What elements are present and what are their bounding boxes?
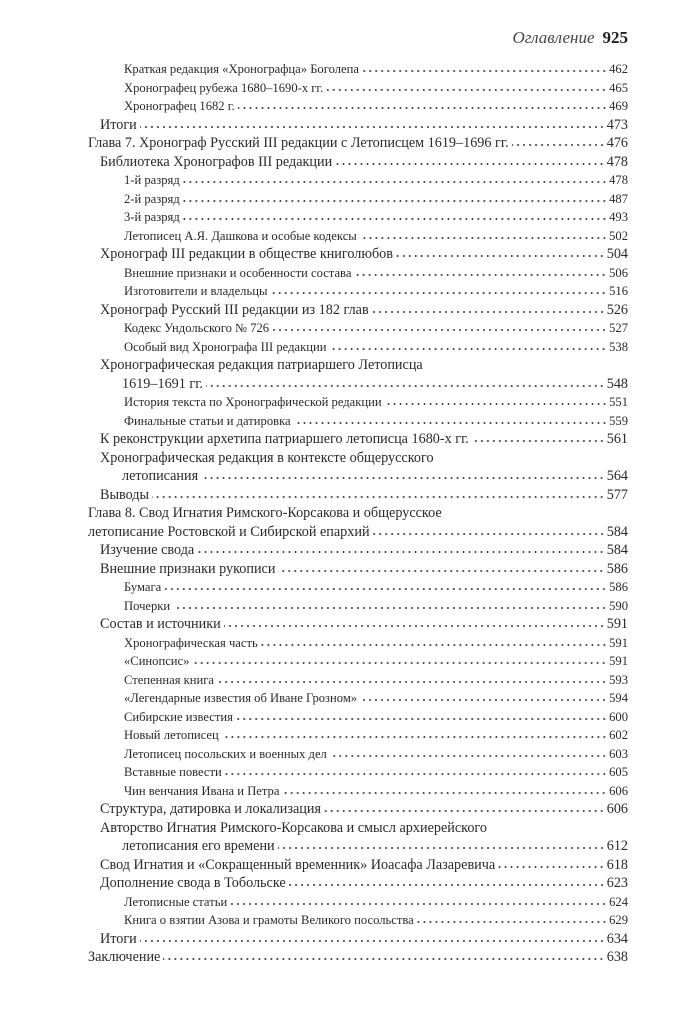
toc-entry[interactable] [88, 782, 628, 801]
toc-entry-page: 504 [606, 246, 628, 262]
dot-leader [498, 865, 605, 869]
toc-entry-page: 551 [609, 395, 628, 409]
toc-entry[interactable] [88, 171, 628, 190]
toc-entry-page: 476 [606, 135, 628, 151]
toc-entry-title: Чин венчания Ивана и Петра [124, 783, 280, 798]
toc-entry-title: Сибирские известия [124, 709, 233, 724]
toc-entry[interactable] [88, 893, 628, 912]
toc-entry-title: Итоги [100, 930, 137, 947]
toc-entry[interactable] [88, 597, 628, 616]
toc-entry-page: 593 [609, 672, 628, 687]
toc-entry[interactable] [88, 948, 628, 967]
toc-entry[interactable] [88, 689, 628, 708]
toc-entry[interactable] [88, 116, 628, 135]
toc-entry-title: 3-й разряд [124, 210, 180, 224]
dot-leader [197, 550, 605, 554]
dot-leader [329, 347, 607, 351]
toc-entry[interactable] [88, 523, 628, 542]
toc-entry[interactable] [88, 97, 628, 116]
toc-entry-title: Изготовители и владельцы [124, 284, 268, 298]
toc-entry[interactable] [88, 134, 628, 153]
toc-entry-title: 1-й разряд [124, 173, 180, 187]
toc-entry-title-continued: летописания [122, 468, 199, 484]
toc-entry[interactable] [88, 301, 628, 320]
dot-leader [140, 939, 605, 943]
toc-entry[interactable] [88, 541, 628, 560]
toc-entry-title: Степенная книга [124, 672, 215, 687]
toc-entry-page: 473 [606, 116, 628, 133]
toc-entry-title: Библиотека Хронографов III редакции [100, 153, 333, 170]
toc-entry-page: 584 [606, 542, 628, 558]
toc-entry[interactable] [88, 467, 628, 486]
toc-entry[interactable] [88, 245, 628, 264]
dot-leader [373, 532, 605, 536]
dot-leader [183, 180, 607, 184]
dot-leader [201, 476, 605, 480]
toc-entry[interactable] [88, 652, 628, 671]
toc-entry-page: 605 [609, 765, 628, 779]
toc-entry[interactable] [88, 153, 628, 172]
running-header-title: Оглавление [512, 28, 595, 47]
toc-entry-title: Летописец посольских и военных дел [124, 746, 327, 761]
toc-entry-page: 586 [609, 580, 628, 594]
dot-leader [396, 254, 605, 258]
toc-entry[interactable] [88, 745, 628, 764]
toc-entry-line [88, 504, 628, 523]
dot-leader [225, 772, 607, 776]
toc-entry-page: 538 [609, 339, 628, 354]
toc-entry-title-continued: 1619–1691 гг. [122, 375, 203, 392]
toc-entry[interactable] [88, 430, 628, 449]
dot-leader [385, 402, 608, 406]
toc-entry[interactable] [88, 208, 628, 227]
toc-entry-page: 618 [606, 856, 628, 873]
dot-leader [230, 902, 607, 906]
toc-entry[interactable] [88, 264, 628, 283]
toc-entry-title: Особый вид Хронографа III редакции [124, 339, 327, 354]
toc-entry-title: «Легендарные известия об Иване Грозном» [124, 691, 358, 705]
toc-entry-title: Хронографическая часть [124, 635, 258, 650]
toc-entry-page: 594 [609, 691, 628, 705]
toc-entry-title: Выводы [100, 486, 150, 503]
dot-leader [270, 291, 607, 295]
toc-entry-page: 559 [609, 413, 628, 428]
toc-entry[interactable] [88, 412, 628, 431]
toc-entry-title-continued: летописание Ростовской и Сибирской епархий [88, 523, 370, 540]
toc-entry-page: 603 [609, 746, 628, 761]
toc-entry[interactable] [88, 856, 628, 875]
dot-leader [206, 384, 605, 388]
toc-entry-title: Хронограф Русский III редакции из 182 глав [100, 301, 369, 318]
toc-entry-page: 506 [609, 265, 628, 280]
toc-entry-title: Хронографическая редакция патриаршего Летописца [100, 357, 423, 373]
toc-entry[interactable] [88, 837, 628, 856]
toc-entry-title: Вставные повести [124, 765, 222, 779]
dot-leader [217, 680, 607, 684]
toc-entry-page: 629 [609, 913, 628, 927]
toc-entry[interactable] [88, 800, 628, 819]
toc-entry-title: Краткая редакция «Хронографца» Боголепа [124, 62, 359, 76]
dot-leader [360, 698, 607, 702]
toc-entry-page: 590 [609, 598, 628, 613]
toc-entry-page: 502 [609, 228, 628, 243]
toc-entry-line [88, 356, 628, 375]
toc-entry[interactable] [88, 486, 628, 505]
toc-entry-page: 527 [609, 321, 628, 335]
toc-entry[interactable] [88, 726, 628, 745]
toc-entry-title: «Синопсис» [124, 654, 190, 668]
toc-entry-page: 623 [606, 875, 628, 891]
toc-entry-page: 602 [609, 728, 628, 742]
toc-entry[interactable] [88, 560, 628, 579]
toc-entry-title: Итоги [100, 116, 137, 133]
dot-leader [152, 495, 605, 499]
toc-entry-page: 584 [606, 523, 628, 540]
toc-entry-page: 612 [606, 838, 628, 854]
toc-entry-title: Состав и источники [100, 616, 221, 632]
toc-entry[interactable] [88, 60, 628, 79]
toc-entry-title: Авторство Игнатия Римского-Корсакова и смысл архиерейского [100, 819, 487, 836]
dot-leader [289, 883, 605, 887]
dot-leader [335, 162, 605, 166]
dot-leader [222, 735, 607, 739]
toc-entry-page: 624 [609, 894, 628, 909]
dot-leader [326, 88, 607, 92]
toc-entry-page: 548 [606, 375, 628, 392]
toc-entry[interactable] [88, 227, 628, 246]
running-header [512, 28, 628, 48]
toc-entry-page: 478 [606, 153, 628, 170]
toc-entry-page: 465 [609, 80, 628, 95]
toc-entry-title: Летописец А.Я. Дашкова и особые кодексы [124, 228, 357, 243]
toc-entry[interactable] [88, 708, 628, 727]
toc-entry-title: К реконструкции архетипа патриаршего летописца 1680-х гг. [100, 431, 469, 447]
toc-entry-page: 591 [609, 654, 628, 668]
dot-leader [282, 791, 607, 795]
toc-entry[interactable] [88, 282, 628, 301]
toc-entry-title: Внешние признаки и особенности состава [124, 265, 352, 280]
toc-entry-title: Структура, датировка и локализация [100, 801, 321, 817]
toc-entry-line [88, 449, 628, 468]
toc-entry-page: 634 [606, 930, 628, 947]
toc-entry-title: 2-й разряд [124, 191, 180, 206]
dot-leader [324, 809, 605, 813]
toc-entry-title: Финальные статьи и датировка [124, 413, 291, 428]
toc-entry-title: Свод Игнатия и «Сокращенный временник» Иоасафа Лазаревича [100, 856, 496, 873]
dot-leader [512, 143, 605, 147]
dot-leader [192, 661, 607, 665]
dot-leader [278, 569, 604, 573]
toc-entry-page: 577 [606, 486, 628, 503]
toc-entry[interactable] [88, 671, 628, 690]
dot-leader [173, 606, 607, 610]
dot-leader [164, 587, 607, 591]
dot-leader [354, 273, 607, 277]
dot-leader [372, 310, 605, 314]
dot-leader [294, 421, 608, 425]
toc-entry[interactable] [88, 79, 628, 98]
toc-entry[interactable] [88, 763, 628, 782]
toc-entry-page: 561 [606, 431, 628, 447]
dot-leader [417, 920, 607, 924]
toc-entry-title: Книга о взятии Азова и грамоты Великого посольства [124, 913, 414, 927]
toc-entry-title: Хронографец рубежа 1680–1690-х гг. [124, 80, 324, 95]
toc-entry-title: Заключение [88, 949, 161, 965]
toc-entry-page: 606 [606, 801, 628, 817]
toc-entry-page: 487 [609, 191, 628, 206]
toc-entry[interactable] [88, 375, 628, 394]
dot-leader [261, 643, 607, 647]
toc-entry[interactable] [88, 615, 628, 634]
toc-entry-line [88, 819, 628, 838]
dot-leader [362, 69, 607, 73]
toc-entry-title: Кодекс Ундольского № 726 [124, 321, 270, 335]
page-number: 925 [602, 28, 628, 47]
toc-entry-page: 600 [609, 709, 628, 724]
toc-entry-title-continued: летописания его времени [122, 838, 275, 854]
toc-entry[interactable] [88, 578, 628, 597]
dot-leader [183, 217, 607, 221]
toc-entry-page: 606 [609, 783, 628, 798]
toc-entry-page: 469 [609, 99, 628, 113]
toc-entry-title: Изучение свода [100, 542, 195, 558]
toc-entry[interactable] [88, 393, 628, 412]
toc-entry[interactable] [88, 930, 628, 949]
toc-entry[interactable] [88, 319, 628, 338]
toc-entry-title: Бумага [124, 580, 162, 594]
toc-entry-title: Дополнение свода в Тобольске [100, 875, 286, 891]
dot-leader [140, 125, 605, 129]
dot-leader [163, 957, 604, 961]
toc-entry-title: Летописные статьи [124, 894, 228, 909]
dot-leader [224, 624, 605, 628]
toc-entry-page: 462 [609, 62, 628, 76]
toc-entry-title: Глава 7. Хронограф Русский III редакции с Летописцем 1619–1696 гг. [88, 135, 509, 151]
toc-entry-page: 564 [606, 468, 628, 484]
table-of-contents [88, 60, 628, 967]
dot-leader [278, 846, 605, 850]
toc-entry-title: Хронографец 1682 г. [124, 99, 235, 113]
dot-leader [330, 754, 607, 758]
dot-leader [183, 199, 607, 203]
toc-entry-page: 591 [609, 635, 628, 650]
toc-entry-title: История текста по Хронографической редакции [124, 395, 382, 409]
toc-entry-title: Хронограф III редакции в обществе книголюбов [100, 246, 393, 262]
toc-entry-page: 526 [606, 301, 628, 318]
dot-leader [360, 236, 607, 240]
toc-entry-page: 591 [606, 616, 628, 632]
toc-entry-title: Внешние признаки рукописи [100, 560, 276, 577]
dot-leader [472, 439, 605, 443]
toc-entry-title: Почерки [124, 598, 171, 613]
toc-entry-title: Хронографическая редакция в контексте общерусского [100, 449, 434, 466]
toc-entry[interactable] [88, 911, 628, 930]
toc-entry-title: Глава 8. Свод Игнатия Римского-Корсакова и общерусское [88, 505, 442, 521]
toc-entry-title: Новый летописец [124, 728, 219, 742]
dot-leader [238, 106, 607, 110]
toc-entry-page: 493 [609, 210, 628, 224]
toc-entry-page: 638 [606, 949, 628, 965]
toc-entry[interactable] [88, 338, 628, 357]
dot-leader [236, 717, 607, 721]
dot-leader [272, 328, 607, 332]
toc-entry-page: 586 [606, 560, 628, 577]
toc-entry-page: 516 [609, 284, 628, 298]
toc-entry[interactable] [88, 634, 628, 653]
toc-entry[interactable] [88, 874, 628, 893]
toc-entry[interactable] [88, 190, 628, 209]
toc-entry-page: 478 [609, 173, 628, 187]
